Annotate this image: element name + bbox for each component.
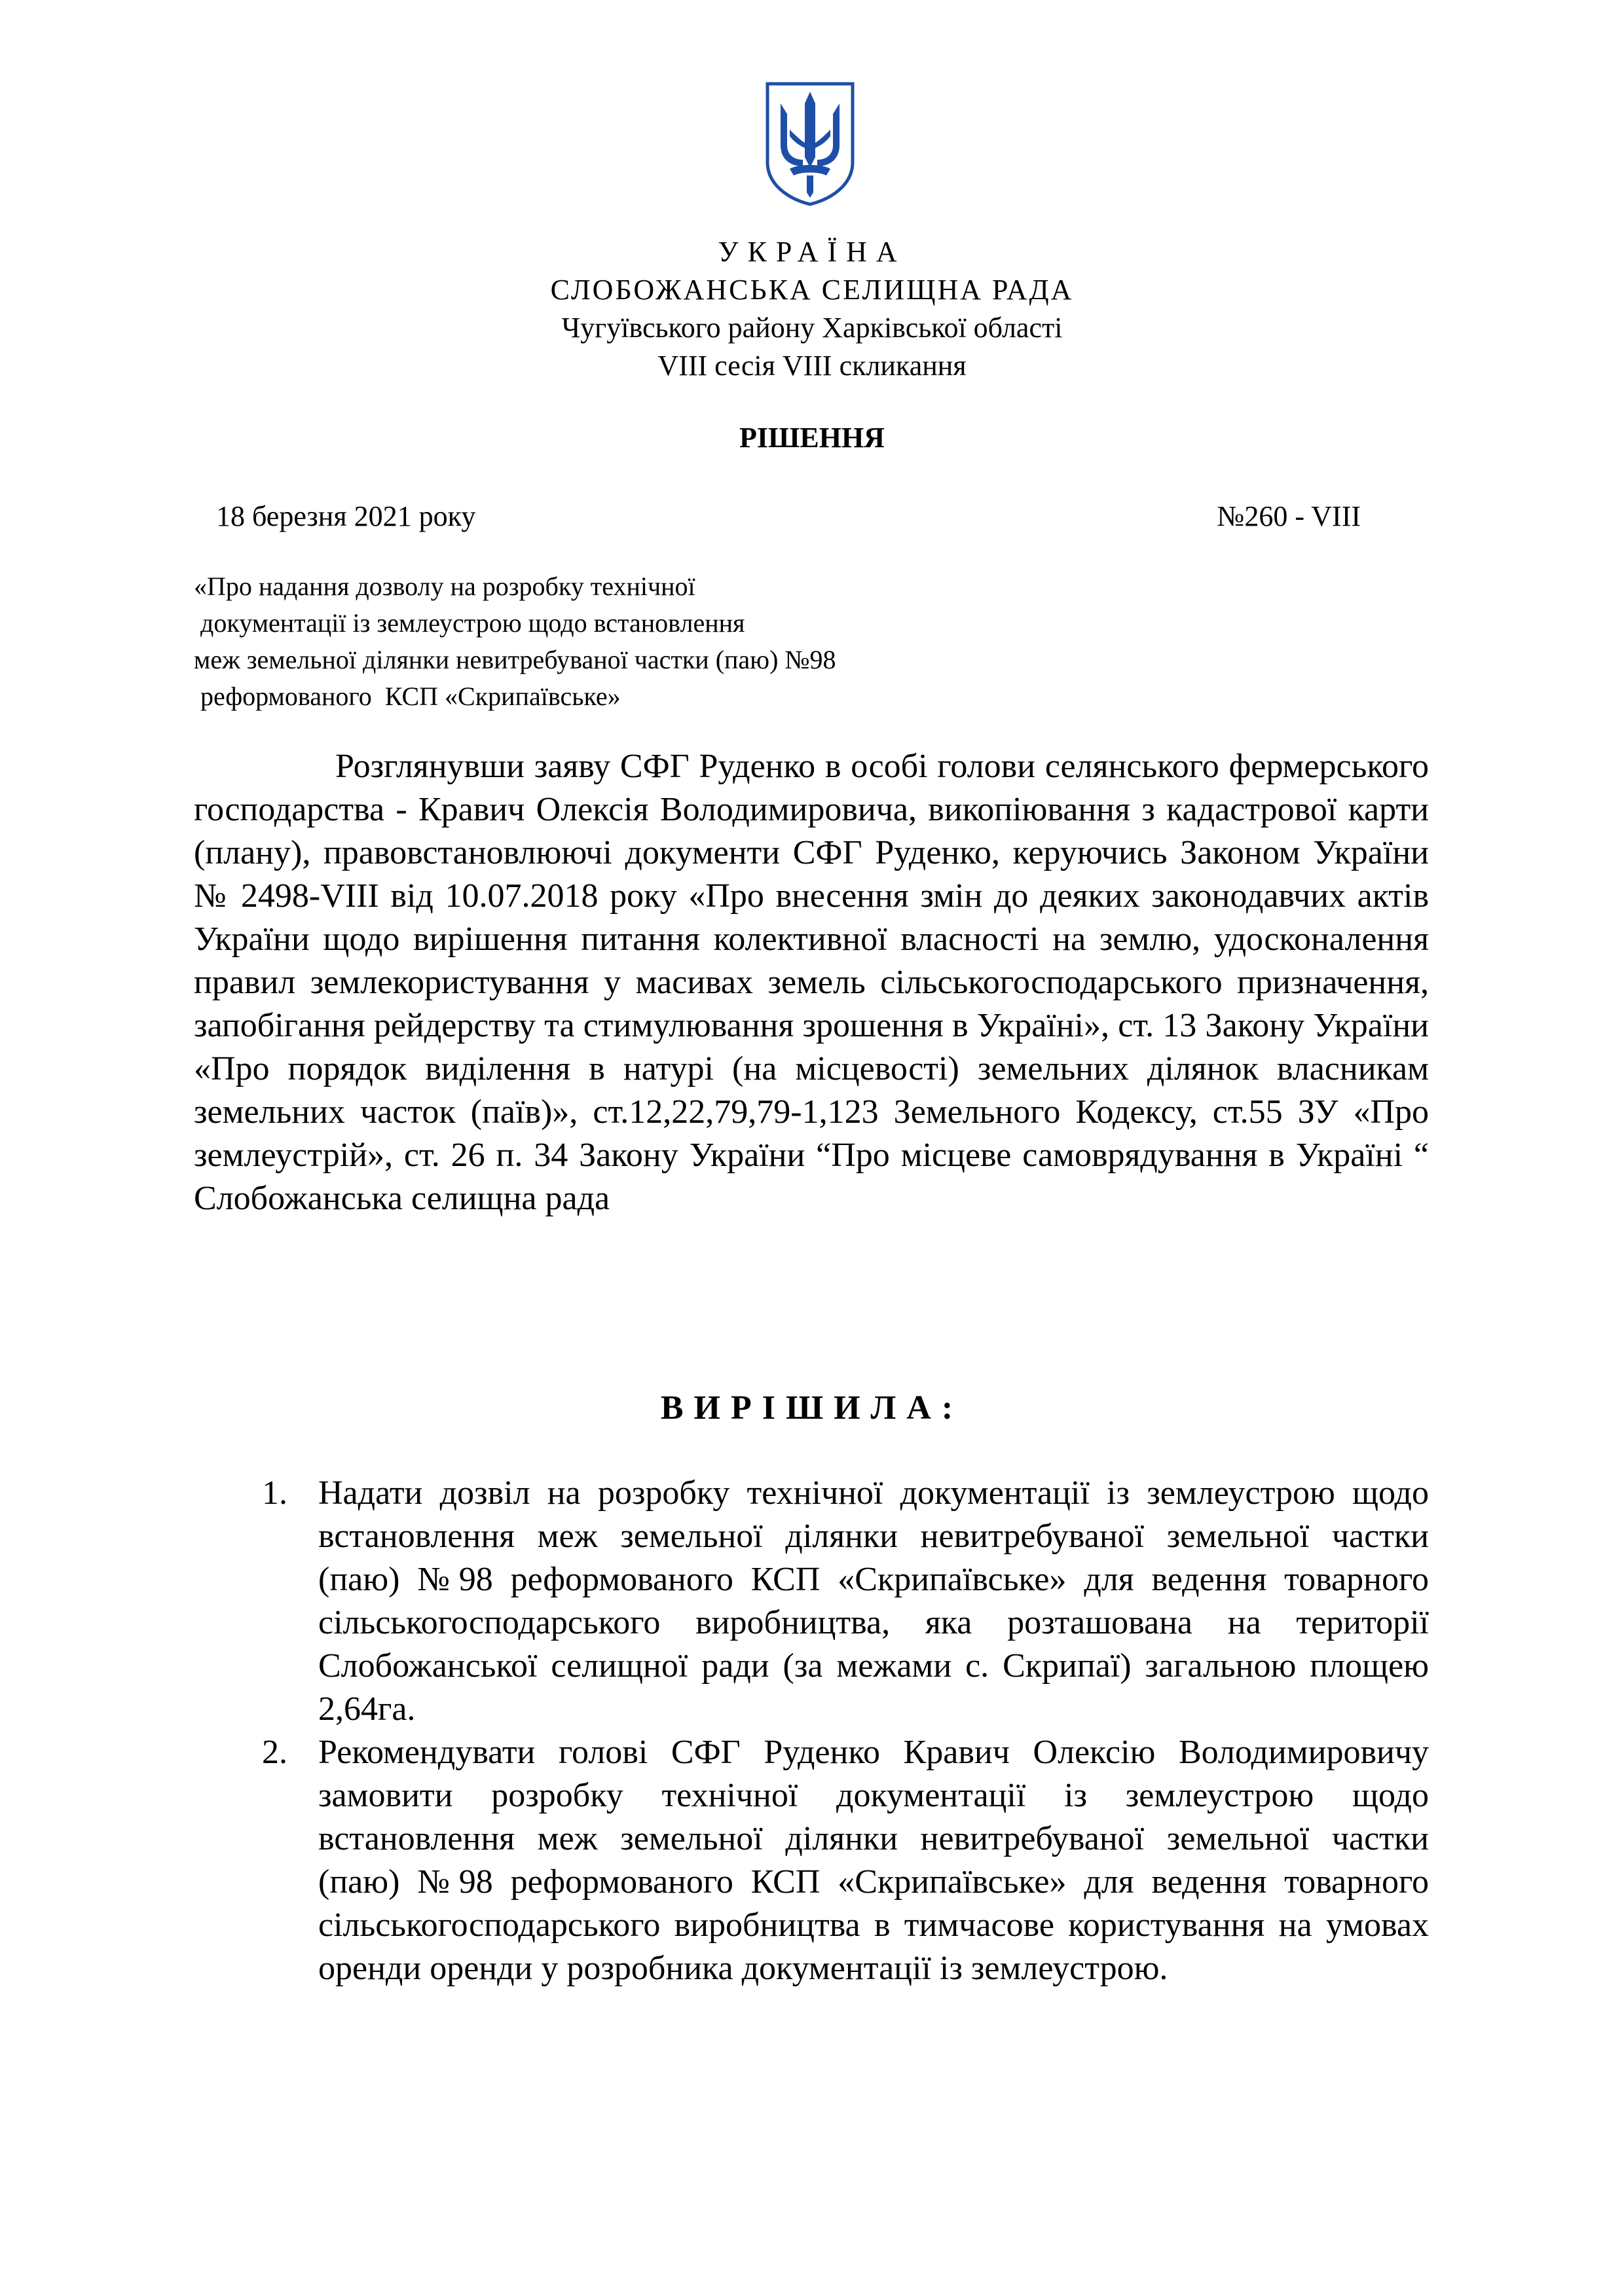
item-text: Рекомендувати голові СФГ Руденко Кравич Олексію Володимировичу замовити розробку технічної документації із землеустрою щодо встановлення меж земельної ділянки невитребуваної земельної частки (паю) №98 реформованого КСП «Скрипаївське» для ведення товарного сільськогосподарського виробництва в тимчасове користування на умовах оренди оренди у розробника документації із землеустрою.	[318, 1734, 1429, 1987]
council-heading: СЛОБОЖАНСЬКА СЕЛИЩНА РАДА	[550, 274, 1074, 306]
item-text: Надати дозвіл на розробку технічної документації із землеустрою щодо встановлення меж земельної ділянки невитребуваної земельної частки (паю) №98 реформованого КСП «Скрипаївське» для ведення товарного сільськогосподарського виробництва, яка розташована на території Слобожанської селищної ради (за межами с. Скрипаї) загальною площею 2,64га.	[318, 1474, 1429, 1728]
resolution-items	[262, 1472, 1429, 1990]
subject-line: документації із землеустрою щодо встановлення	[194, 608, 745, 638]
resolution-item	[262, 1731, 1429, 1990]
subject-line: «Про надання дозволу на розробку технічної	[194, 572, 695, 601]
decision-date: 18 березня 2021 року	[216, 500, 476, 532]
subject-line: меж земельної ділянки невитребуваної частки (паю) №98	[194, 645, 836, 674]
decision-number: №260 - VIII	[1217, 500, 1361, 532]
item-number: 1.	[262, 1474, 287, 1512]
district-heading: Чугуївського району Харківської області	[561, 312, 1063, 344]
preamble-paragraph: Розглянувши заяву СФГ Руденко в особі голови селянського фермерського господарства - Кравич Олексія Володимировича, викопіювання з кадастрової карти (плану), правовстановлюючі документи СФГ Руденко, керуючись Законом України № 2498-VIII від 10.07.2018 року «Про внесення змін до деяких законодавчих актів України щодо вирішення питання колективної власності на землю, удосконалення правил землекористування у масивах земель сільськогосподарського призначення, запобігання рейдерству та стимулювання зрошення в Україні», ст. 13 Закону України «Про порядок виділення в натурі (на місцевості) земельних ділянок власникам земельних часток (паїв)», ст.12,22,79,79-1,123 Земельного Кодексу, ст.55 ЗУ «Про землеустрій», ст. 26 п. 34 Закону України “Про місцеве самоврядування в Україні “ Слобожанська селищна рада	[194, 748, 1429, 1217]
resolution-item	[262, 1472, 1429, 1731]
session-heading: VIII сесія VIII скликання	[657, 350, 967, 382]
subject-line: реформованого КСП «Скрипаївське»	[194, 682, 621, 711]
document-title: РІШЕННЯ	[739, 422, 885, 454]
coat-of-arms-icon	[764, 80, 857, 207]
country-heading: УКРАЇНА	[718, 236, 906, 268]
resolved-heading: ВИРІШИЛА:	[660, 1389, 964, 1427]
item-number: 2.	[262, 1734, 287, 1771]
decision-subject	[194, 568, 1111, 715]
